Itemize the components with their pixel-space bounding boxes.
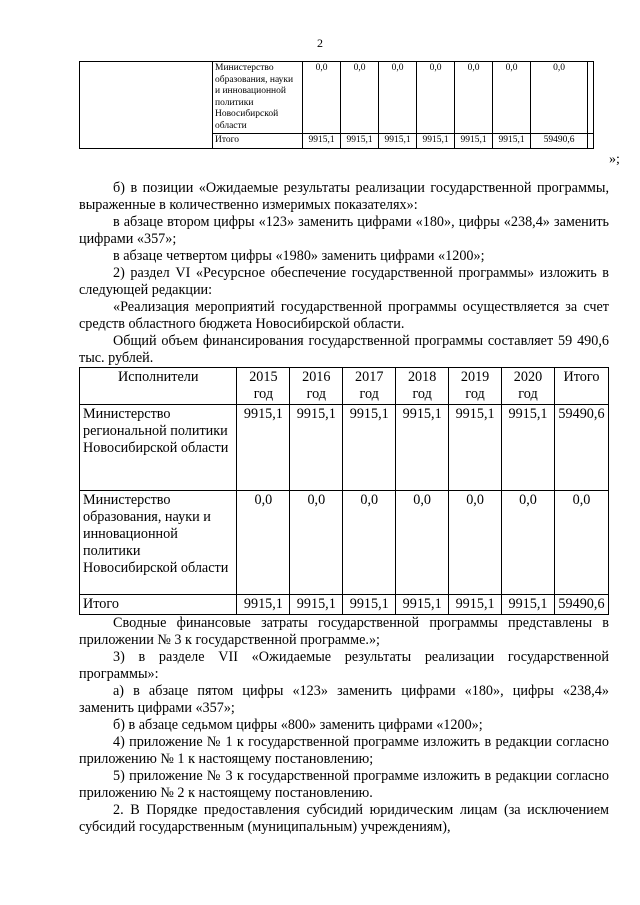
row-label: Министерство региональной политики Новосибирской области	[80, 405, 237, 491]
header-cell: 2020 год	[502, 368, 555, 405]
cell: 0,0	[531, 62, 588, 134]
cell: 9915,1	[237, 405, 290, 491]
cell: 0,0	[341, 62, 379, 134]
cell: 0,0	[379, 62, 417, 134]
row-label: Итого	[80, 595, 237, 615]
cell: 9915,1	[493, 134, 531, 149]
cell: 9915,1	[502, 405, 555, 491]
row-label: Министерство образования, науки и инновационной политики Новосибирской области	[213, 62, 303, 134]
cell: 59490,6	[554, 405, 608, 491]
cell: 0,0	[493, 62, 531, 134]
paragraph: б) в абзаце седьмом цифры «800» заменить цифрами «1200»;	[113, 717, 483, 733]
table-row	[80, 405, 609, 491]
paragraph: а) в абзаце пятом цифры «123» заменить цифрами «180», цифры «238,4» заменить цифрами «357»;	[79, 683, 609, 716]
paragraph: 5) приложение № 3 к государственной программе изложить в редакции согласно приложению № 2 к настоящему постановлению.	[79, 768, 609, 801]
cell: 0,0	[502, 491, 555, 595]
cell: 9915,1	[449, 405, 502, 491]
table-row	[80, 491, 609, 595]
cell: 9915,1	[396, 405, 449, 491]
cell: 0,0	[449, 491, 502, 595]
paragraph: «Реализация мероприятий государственной программы осуществляется за счет средств областного бюджета Новосибирской области.	[79, 299, 609, 332]
cell: 9915,1	[237, 595, 290, 615]
empty-cell	[80, 62, 213, 149]
header-cell: 2018 год	[396, 368, 449, 405]
cell: 0,0	[303, 62, 341, 134]
header-cell: 2015 год	[237, 368, 290, 405]
paragraph: в абзаце четвертом цифры «1980» заменить цифрами «1200»;	[113, 248, 485, 264]
paragraph: в абзаце втором цифры «123» заменить цифрами «180», цифры «238,4» заменить цифрами «357»;	[79, 214, 609, 247]
cell: 0,0	[455, 62, 493, 134]
paragraph: 2. В Порядке предоставления субсидий юридическим лицам (за исключением субсидий государственным (муниципальным) учреждениям),	[79, 802, 609, 835]
header-cell: 2016 год	[290, 368, 343, 405]
cell: 9915,1	[341, 134, 379, 149]
cell: 9915,1	[455, 134, 493, 149]
cell: 9915,1	[502, 595, 555, 615]
spacer-cell	[588, 62, 594, 134]
cell: 9915,1	[379, 134, 417, 149]
paragraph: 3) в разделе VII «Ожидаемые результаты реализации государственной программы»:	[79, 649, 609, 682]
cell: 59490,6	[531, 134, 588, 149]
continued-table	[79, 61, 594, 149]
paragraph: 2) раздел VI «Ресурсное обеспечение государственной программы» изложить в следующей редакции:	[79, 265, 609, 298]
row-label: Итого	[213, 134, 303, 149]
header-cell: Исполнители	[80, 368, 237, 405]
cell: 59490,6	[554, 595, 608, 615]
header-cell: 2019 год	[449, 368, 502, 405]
cell: 0,0	[237, 491, 290, 595]
table-header-row	[80, 368, 609, 405]
closing-quote: »;	[609, 152, 620, 167]
spacer-cell	[588, 134, 594, 149]
cell: 0,0	[290, 491, 343, 595]
paragraph: 4) приложение № 1 к государственной программе изложить в редакции согласно приложению № 1 к настоящему постановлению;	[79, 734, 609, 767]
row-label: Министерство образования, науки и инновационной политики Новосибирской области	[80, 491, 237, 595]
financing-table	[79, 367, 609, 615]
paragraph: б) в позиции «Ожидаемые результаты реализации государственной программы, выраженные в количественно измеримых показателях»:	[79, 180, 609, 213]
cell: 0,0	[396, 491, 449, 595]
cell: 9915,1	[290, 595, 343, 615]
header-cell: Итого	[554, 368, 608, 405]
cell: 0,0	[343, 491, 396, 595]
header-cell: 2017 год	[343, 368, 396, 405]
cell: 9915,1	[343, 405, 396, 491]
cell: 9915,1	[343, 595, 396, 615]
page-number: 2	[317, 36, 323, 50]
cell: 9915,1	[290, 405, 343, 491]
cell: 0,0	[554, 491, 608, 595]
paragraph: Общий объем финансирования государственной программы составляет 59 490,6 тыс. рублей.	[79, 333, 609, 366]
cell: 9915,1	[417, 134, 455, 149]
cell: 9915,1	[303, 134, 341, 149]
cell: 9915,1	[396, 595, 449, 615]
table-total-row	[80, 595, 609, 615]
paragraph: Сводные финансовые затраты государственной программы представлены в приложении № 3 к государственной программе.»;	[79, 615, 609, 648]
cell: 0,0	[417, 62, 455, 134]
cell: 9915,1	[449, 595, 502, 615]
table-row	[80, 62, 594, 134]
